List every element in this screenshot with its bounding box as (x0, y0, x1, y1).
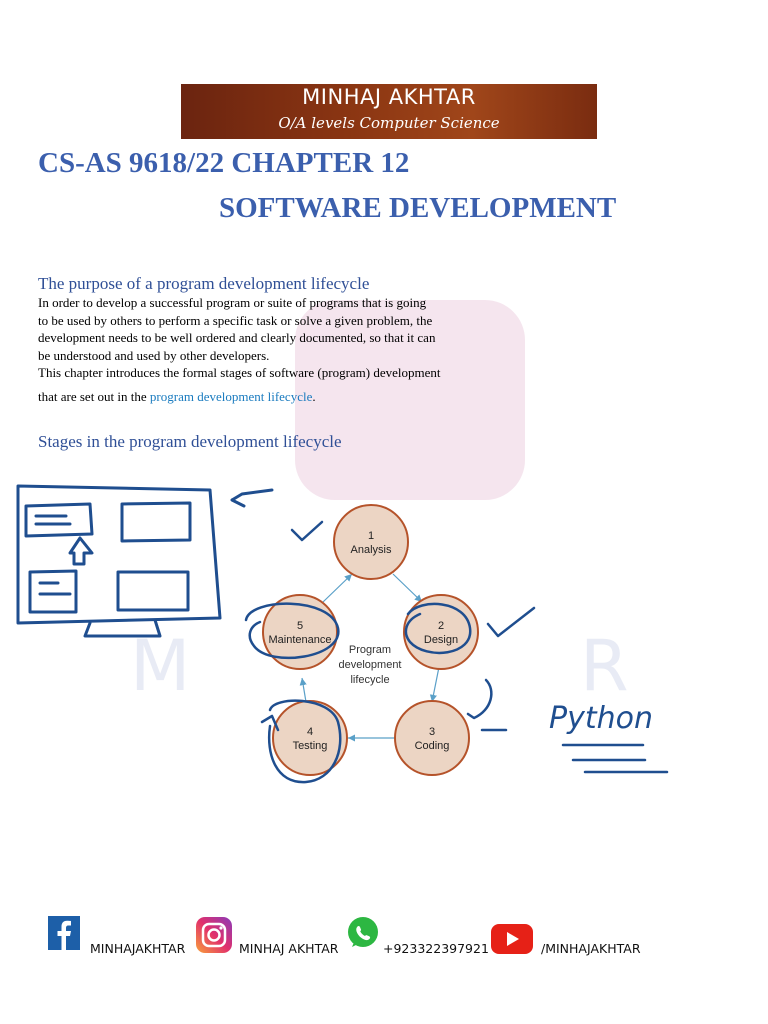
svg-text:M: M (130, 625, 191, 707)
facebook-icon[interactable] (48, 916, 80, 955)
whatsapp-icon[interactable] (346, 916, 380, 955)
svg-text:lifecycle: lifecycle (350, 674, 390, 686)
paragraph-line: In order to develop a successful program or suite of programs that is going (38, 295, 427, 310)
svg-text:Testing: Testing (292, 740, 328, 752)
whatsapp-number[interactable]: +923322397921 (383, 941, 489, 956)
banner-name: MINHAJ AKHTAR (302, 85, 476, 109)
paragraph-line: This chapter introduces the formal stages of software (program) development (38, 365, 441, 380)
svg-text:5: 5 (296, 620, 304, 632)
stage-coding (395, 701, 469, 775)
diagram-center-label (339, 644, 402, 686)
banner-subtitle: O/A levels Computer Science (278, 114, 500, 132)
svg-text:1: 1 (367, 530, 375, 542)
lifecycle-diagram (230, 490, 540, 790)
lifecycle-link[interactable]: program development lifecycle (149, 388, 313, 404)
svg-text:3: 3 (428, 726, 436, 738)
svg-text:Maintenance: Maintenance (268, 634, 332, 646)
svg-text:Analysis: Analysis (350, 544, 392, 556)
stage-analysis (334, 505, 408, 579)
svg-text:Design: Design (423, 634, 459, 646)
paragraph-line: development needs to be well ordered and clearly documented, so that it can (38, 330, 436, 345)
youtube-handle[interactable]: /MINHAJAKHTAR (541, 941, 641, 956)
youtube-icon[interactable] (491, 924, 533, 959)
svg-text:Program: Program (348, 644, 392, 656)
paragraph-line-link: that are set out in the program development lifecycle. (38, 388, 316, 404)
instagram-handle[interactable]: MINHAJ AKHTAR (239, 941, 339, 956)
svg-text:4: 4 (306, 726, 314, 738)
title-line-2: SOFTWARE DEVELOPMENT (219, 192, 617, 224)
stage-testing (273, 701, 347, 775)
paragraph-line: be understood and used by other developers. (38, 347, 270, 363)
instagram-icon[interactable] (196, 917, 232, 958)
title-line-1: CS-AS 9618/22 CHAPTER 12 (38, 147, 410, 179)
purpose-paragraph (38, 294, 508, 405)
svg-text:development: development (338, 659, 402, 671)
banner (181, 84, 597, 139)
svg-text:2: 2 (437, 620, 445, 632)
section-heading-purpose: The purpose of a program development lifecycle (38, 274, 370, 293)
svg-text:R: R (580, 625, 629, 707)
python-handwriting (545, 690, 675, 780)
paragraph-line: to be used by others to perform a specific task or solve a given problem, the (38, 312, 433, 328)
section-heading-stages: Stages in the program development lifecycle (38, 432, 342, 451)
svg-text:Python: Python (549, 701, 653, 736)
facebook-handle[interactable]: MINHAJAKHTAR (90, 941, 186, 956)
stage-design (404, 595, 478, 669)
svg-text:Coding: Coding (414, 740, 450, 752)
